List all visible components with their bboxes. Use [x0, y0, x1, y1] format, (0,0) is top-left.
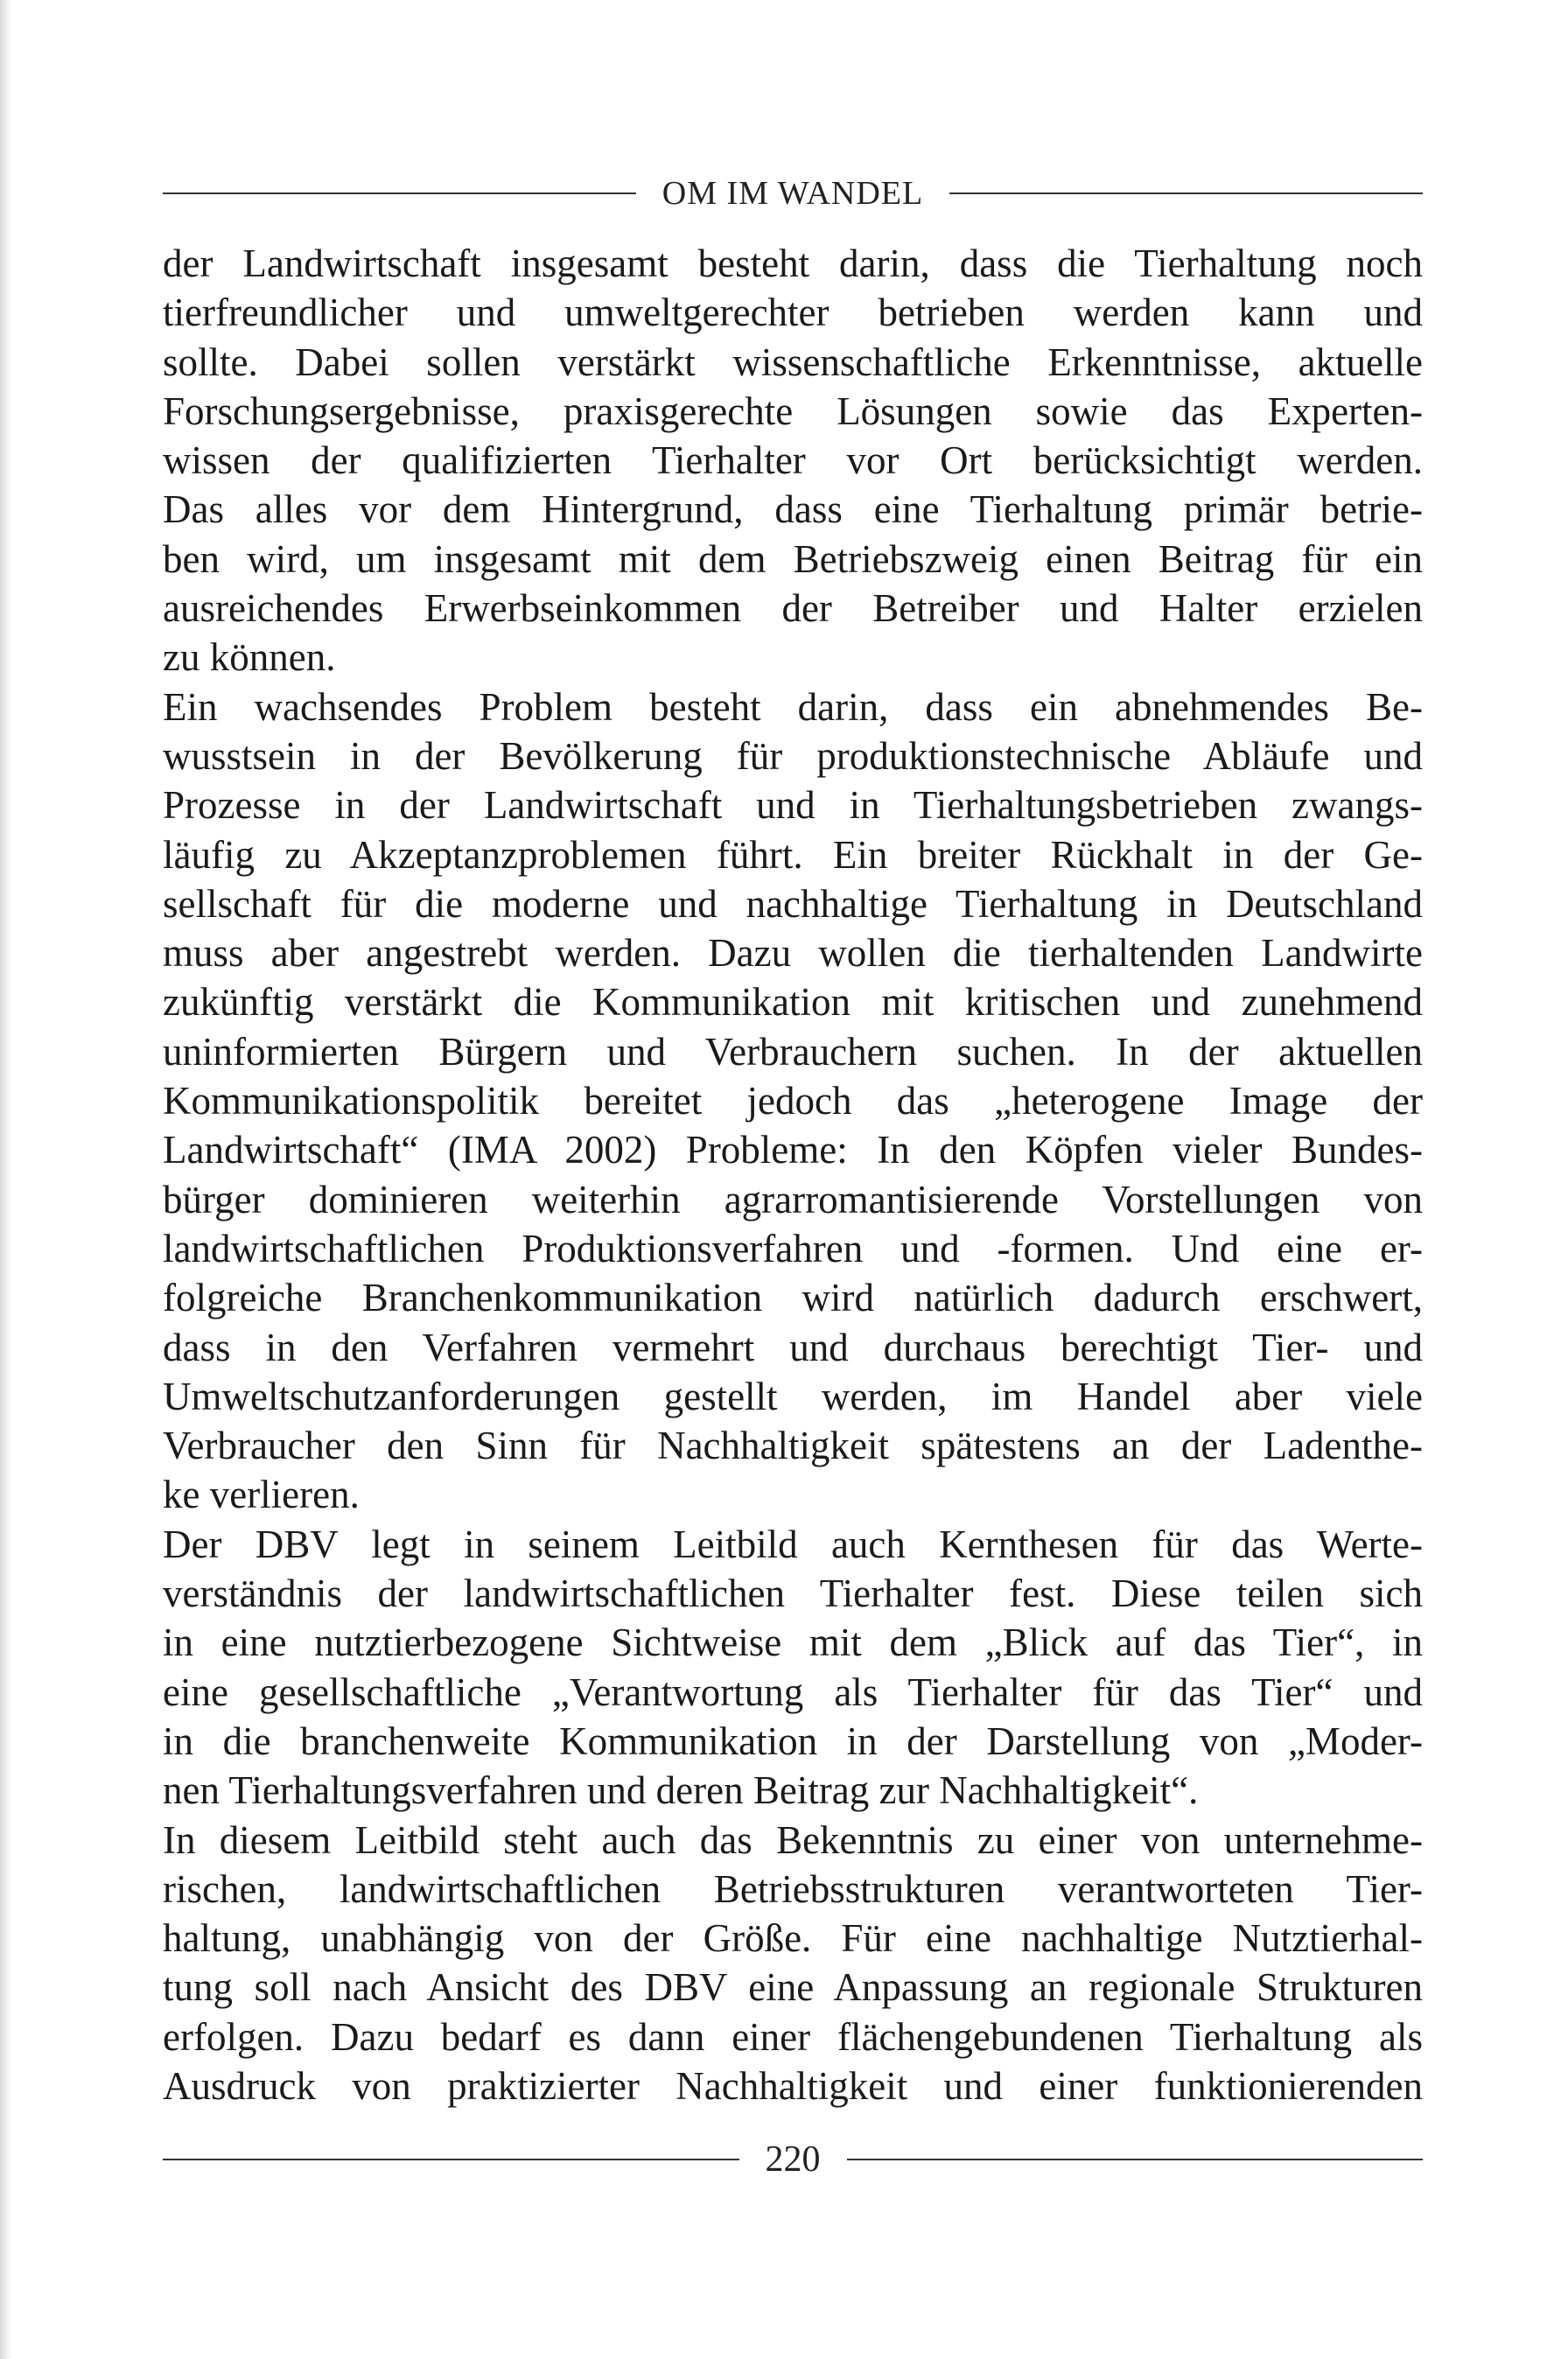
text-line: Umweltschutzanforderungen gestellt werden, im Handel aber viele: [163, 1374, 1423, 1418]
text-line: Verbraucher den Sinn für Nachhaltigkeit spätestens an der Ladenthe-: [163, 1424, 1423, 1468]
text-line: Das alles vor dem Hintergrund, dass eine Tierhaltung primär betrie-: [163, 487, 1423, 532]
text-line: dass in den Verfahren vermehrt und durchaus berechtigt Tier- und: [163, 1325, 1423, 1369]
running-header: [163, 169, 1423, 218]
paragraph-4: [163, 1816, 1423, 2111]
text-line: ben wird, um insgesamt mit dem Betriebszweig einen Beitrag für ein: [163, 536, 1423, 581]
text-line: in die branchenweite Kommunikation in der Darstellung von „Moder-: [163, 1718, 1423, 1763]
text-line: ke verlieren.: [163, 1473, 360, 1517]
footer-rule-right: [847, 2159, 1424, 2160]
paragraph-1: [163, 239, 1423, 682]
text-line: landwirtschaftlichen Produktionsverfahren und -formen. Und eine er-: [163, 1226, 1423, 1270]
text-line: läufig zu Akzeptanzproblemen führt. Ein breiter Rückhalt in der Ge-: [163, 832, 1423, 877]
text-line: bürger dominieren weiterhin agrarromantisierende Vorstellungen von: [163, 1177, 1423, 1222]
text-line: erfolgen. Dazu bedarf es dann einer flächengebundenen Tierhaltung als: [163, 2014, 1423, 2059]
text-line: nen Tierhaltungsverfahren und deren Beitrag zur Nachhaltigkeit“.: [163, 1768, 1199, 1813]
text-line: folgreiche Branchenkommunikation wird natürlich dadurch erschwert,: [163, 1276, 1423, 1320]
running-footer: [163, 2135, 1423, 2184]
text-line: ausreichendes Erwerbseinkommen der Betreiber und Halter erzielen: [163, 586, 1423, 631]
text-line: in eine nutztierbezogene Sichtweise mit dem „Blick auf das Tier“, in: [163, 1620, 1423, 1665]
paragraph-2: [163, 682, 1423, 1520]
text-line: Ausdruck von praktizierter Nachhaltigkeit und einer funktionierenden: [163, 2063, 1423, 2108]
body-text: [163, 239, 1423, 2110]
paragraph-3: [163, 1520, 1423, 1816]
text-line: rischen, landwirtschaftlichen Betriebsstrukturen verantworteten Tier-: [163, 1866, 1423, 1911]
text-line: Prozesse in der Landwirtschaft und in Tierhaltungsbetrieben zwangs-: [163, 783, 1423, 828]
text-line: wusstsein in der Bevölkerung für produktionstechnische Abläufe und: [163, 733, 1423, 778]
text-line: Forschungsergebnisse, praxisgerechte Lösungen sowie das Experten-: [163, 388, 1423, 433]
text-line: verständnis der landwirtschaftlichen Tierhalter fest. Diese teilen sich: [163, 1572, 1423, 1616]
text-line: tierfreundlicher und umweltgerechter betrieben werden kann und: [163, 290, 1423, 335]
text-line: eine gesellschaftliche „Verantwortung als Tierhalter für das Tier“ und: [163, 1670, 1423, 1714]
header-rule-left: [163, 192, 636, 194]
text-line: wissen der qualifizierten Tierhalter vor Ort berücksichtigt werden.: [163, 438, 1423, 483]
text-line: Landwirtschaft“ (IMA 2002) Probleme: In den Köpfen vieler Bundes-: [163, 1128, 1423, 1172]
text-line: der Landwirtschaft insgesamt besteht darin, dass die Tierhaltung noch: [163, 242, 1423, 285]
text-line: Ein wachsendes Problem besteht darin, dass ein abnehmendes Be-: [163, 684, 1423, 729]
text-line: In diesem Leitbild steht auch das Bekenntnis zu einer von unternehme-: [163, 1817, 1423, 1862]
text-line: sellschaft für die moderne und nachhaltige Tierhaltung in Deutschland: [163, 881, 1423, 926]
text-line: tung soll nach Ansicht des DBV eine Anpassung an regionale Strukturen: [163, 1965, 1423, 2010]
page-number: 220: [765, 2139, 821, 2180]
text-line: uninformierten Bürgern und Verbrauchern suchen. In der aktuellen: [163, 1029, 1423, 1074]
text-line: Kommunikationspolitik bereitet jedoch das „heterogene Image der: [163, 1079, 1423, 1124]
text-line: zu können.: [163, 635, 336, 680]
scanned-page-edge: [0, 0, 12, 2359]
text-line: zukünftig verstärkt die Kommunikation mit kritischen und zunehmend: [163, 980, 1423, 1025]
text-line: haltung, unabhängig von der Größe. Für eine nachhaltige Nutztierhal-: [163, 1916, 1423, 1961]
footer-rule-left: [163, 2159, 739, 2160]
text-line: muss aber angestrebt werden. Dazu wollen die tierhaltenden Landwirte: [163, 931, 1423, 976]
header-rule-right: [949, 192, 1423, 194]
text-line: sollte. Dabei sollen verstärkt wissenschaftliche Erkenntnisse, aktuelle: [163, 340, 1423, 384]
text-line: Der DBV legt in seinem Leitbild auch Kernthesen für das Werte-: [163, 1522, 1423, 1566]
running-title: OM IM WANDEL: [662, 175, 924, 212]
